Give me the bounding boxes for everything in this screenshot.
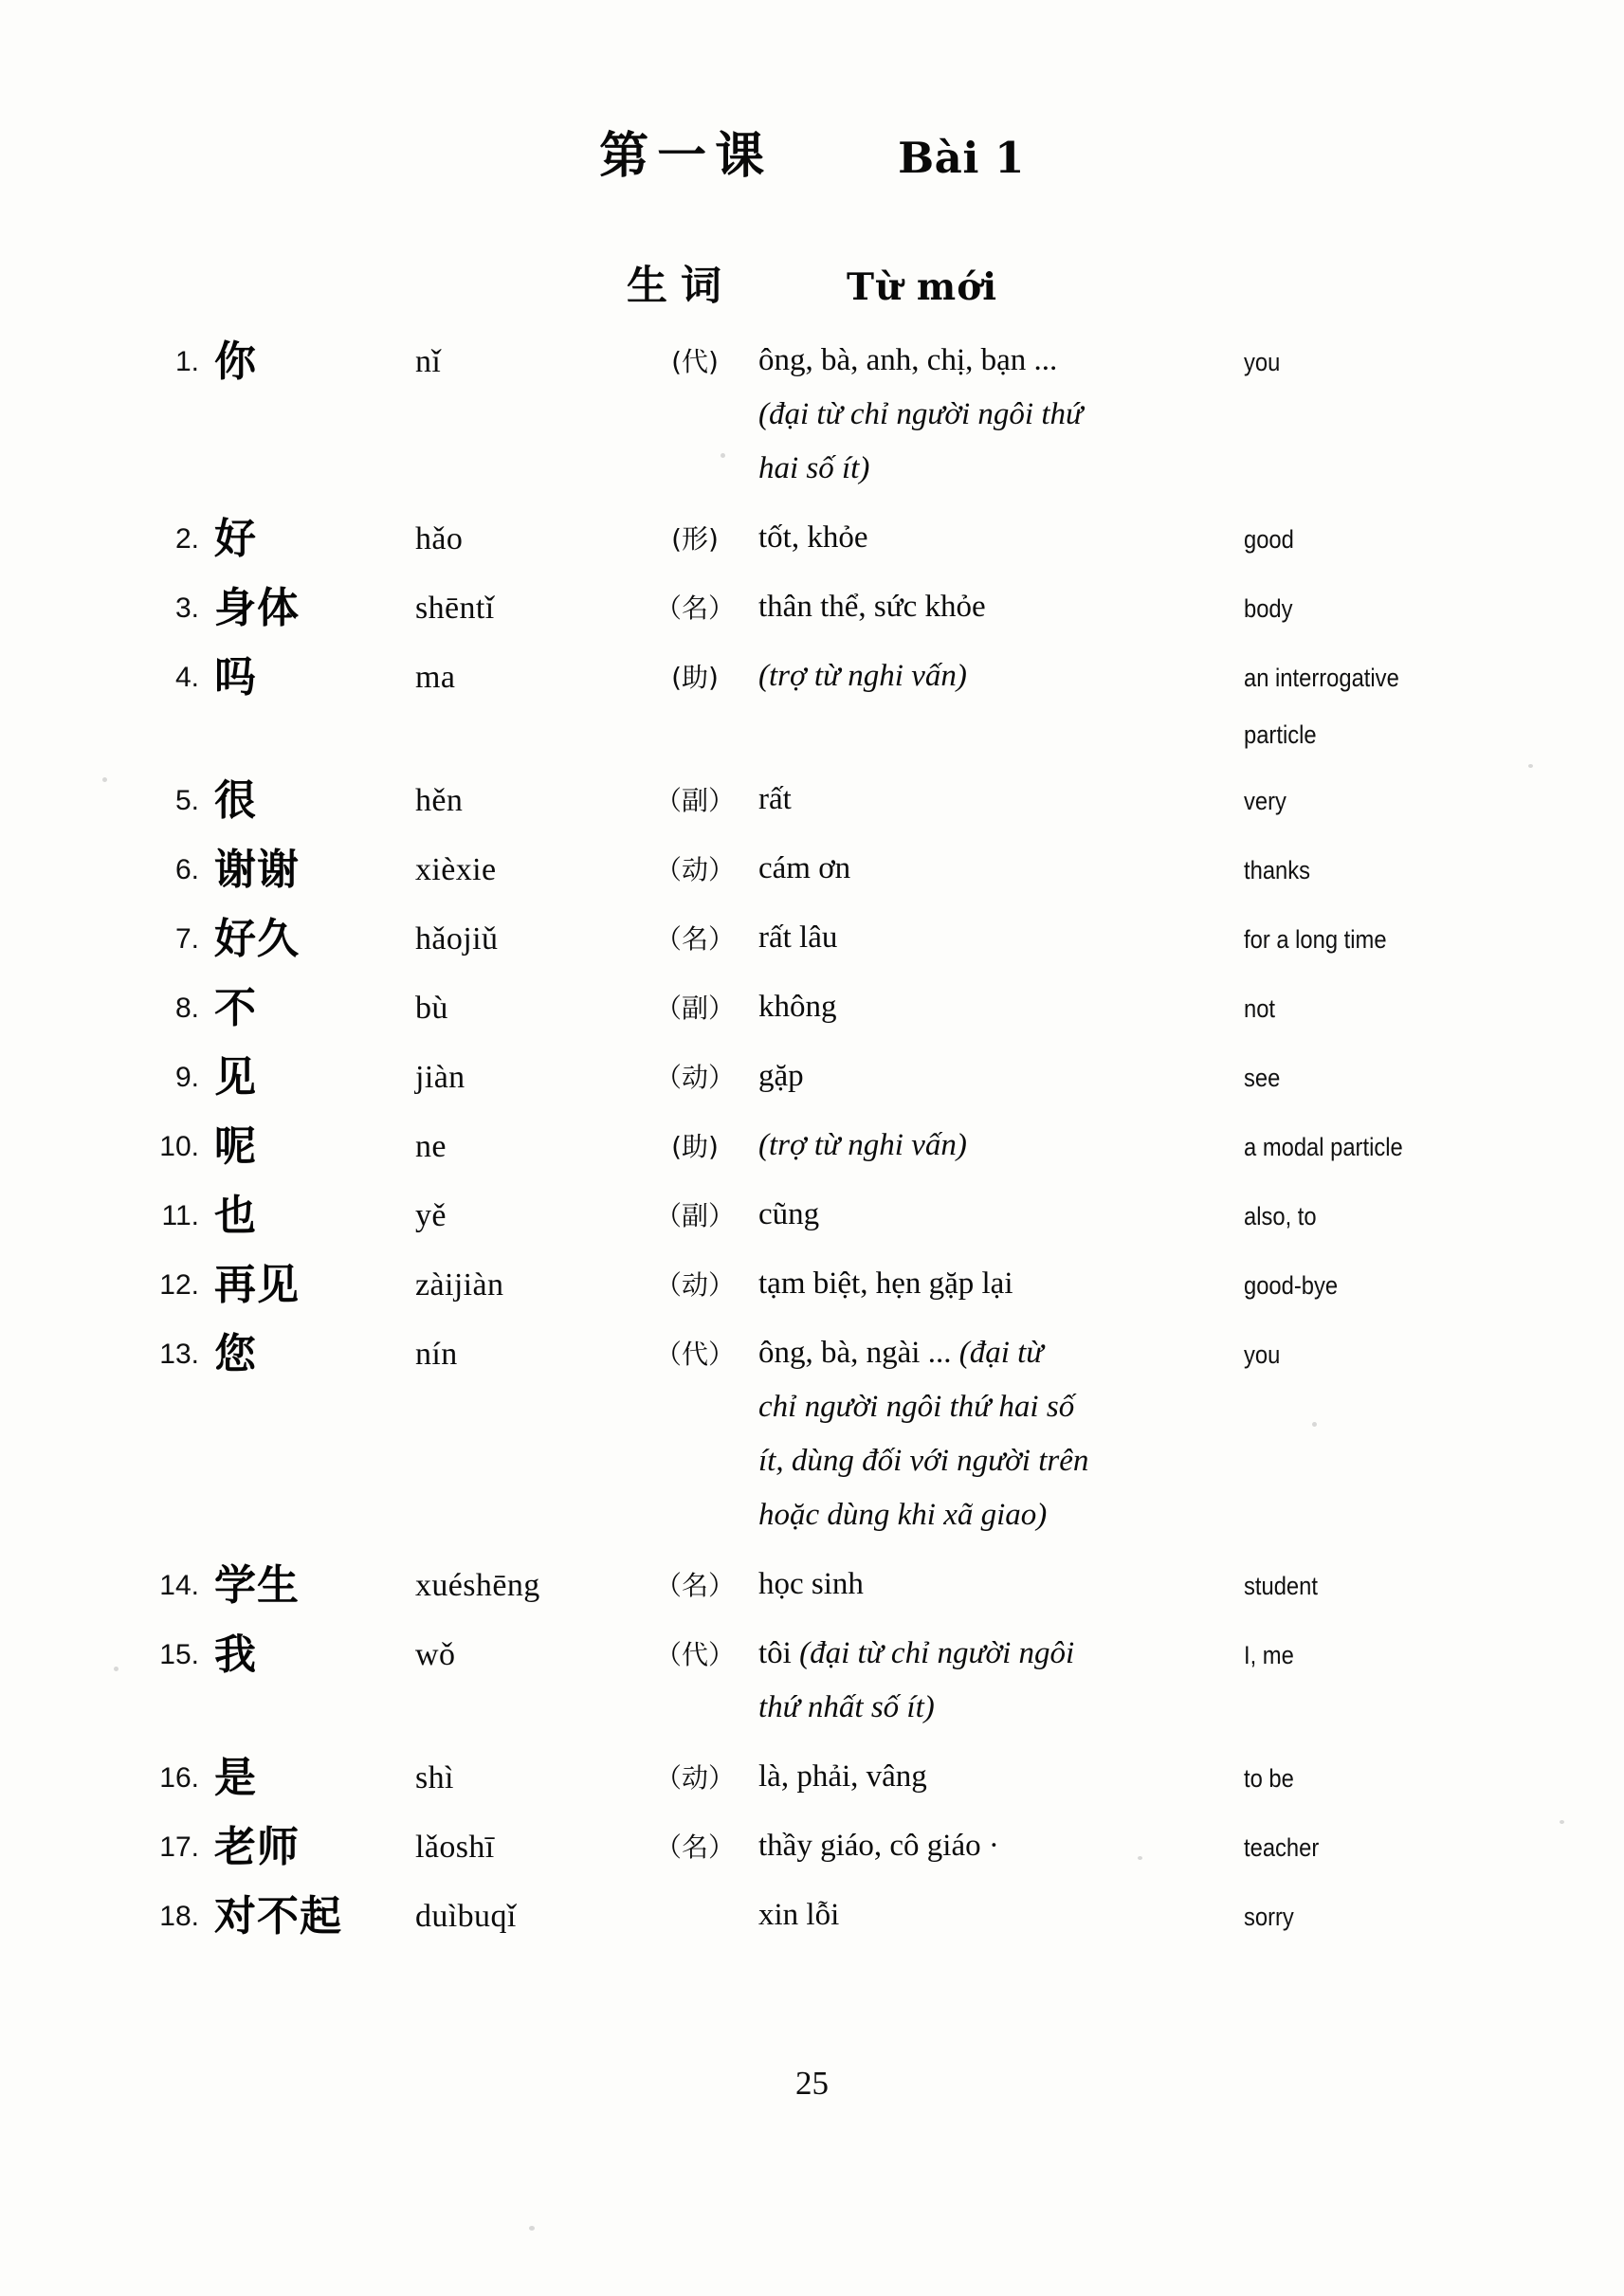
definition-line: hoặc dùng khi xã giao) [758,1498,1048,1532]
vocabulary-entry [0,1888,1624,1958]
definition-line: ít, dùng đối với người trên [758,1444,1089,1478]
entry-pinyin: xièxie [415,852,497,887]
entry-number: 3. [174,592,199,624]
definition-line: (đại từ chỉ người ngôi thứ [758,397,1084,431]
definition-line: tạm biệt, hẹn gặp lại [758,1266,1013,1301]
section-heading-vietnamese: Từ mới [846,265,998,309]
entry-part-of-speech: （副） [654,993,735,1024]
entry-vietnamese-definition [758,1049,1251,1103]
entry-pinyin: hěn [415,783,464,818]
entry-number: 13. [159,1339,199,1370]
entry-english-gloss [1244,1750,1560,1807]
entry-number: 1. [174,346,199,377]
gloss-line: you [1244,348,1281,376]
entry-part-of-speech: （动） [654,1269,735,1301]
entry-part-of-speech: （代） [654,1639,735,1670]
vocabulary-entry [0,842,1624,911]
entry-part-of-speech: （代） [654,1339,735,1370]
definition-line: là, phải, vâng [758,1759,927,1794]
definition-line: (trợ từ nghi vấn) [758,659,967,693]
entry-hanzi: 再见 [214,1261,300,1309]
entry-part-of-speech: (形) [671,523,719,555]
entry-pinyin: nín [415,1337,458,1372]
definition-line: cám ơn [758,851,851,885]
entry-hanzi: 呢 [214,1122,257,1171]
entry-hanzi: 好 [214,515,257,563]
definition-line: rất lâu [758,920,838,955]
entry-pinyin: xuéshēng [415,1568,540,1603]
entry-vietnamese-definition [758,649,1251,703]
entry-pinyin: shì [415,1760,454,1795]
vocabulary-entry [0,773,1624,842]
entry-part-of-speech: （副） [654,1200,735,1231]
definition-line: (trợ từ nghi vấn) [758,1128,967,1162]
definition-line: rất [758,782,792,816]
gloss-line: thanks [1244,856,1311,884]
entry-vietnamese-definition [758,842,1251,896]
definition-line: ông, bà, anh, chị, bạn ... [758,343,1058,377]
entry-english-gloss [1244,1049,1560,1106]
definition-italic-part: (đại từ chỉ người ngôi [799,1636,1075,1670]
entry-part-of-speech: （动） [654,1762,735,1794]
definition-line: hai số ít) [758,451,870,485]
gloss-line: a modal particle [1244,1133,1403,1161]
definition-plain-part: ông, bà, ngài ... [758,1336,959,1370]
entry-number: 15. [159,1639,199,1670]
entry-pinyin: shēntǐ [415,591,495,626]
gloss-line: good [1244,525,1294,554]
gloss-line: particle [1244,720,1317,749]
vocabulary-entry [0,1188,1624,1257]
entry-part-of-speech: （名） [654,592,735,624]
entry-number: 16. [159,1762,199,1794]
entry-hanzi: 身体 [214,584,300,632]
entry-hanzi: 我 [214,1631,257,1679]
entry-english-gloss [1244,1188,1560,1245]
vocabulary-entry [0,649,1624,773]
definition-italic-part: (đại từ [958,1336,1044,1370]
entry-part-of-speech: （副） [654,785,735,816]
entry-vietnamese-definition [758,1326,1251,1542]
vocabulary-entry [0,1119,1624,1188]
entry-hanzi: 也 [214,1192,257,1240]
entry-number: 2. [174,523,199,555]
gloss-line: for a long time [1244,925,1387,954]
entry-pinyin: ne [415,1129,447,1164]
entry-pinyin: jiàn [415,1060,465,1095]
entry-hanzi: 是 [214,1754,257,1802]
entry-vietnamese-definition [758,334,1251,496]
entry-pinyin: duìbuqǐ [415,1899,517,1934]
gloss-line: an interrogative [1244,664,1399,692]
entry-pinyin: ma [415,660,456,695]
scan-speck [1312,1422,1317,1427]
section-heading-chinese: 生词 [626,263,735,310]
gloss-line: to be [1244,1764,1294,1793]
entry-number: 7. [174,923,199,955]
section-heading [0,254,1624,312]
entry-english-gloss [1244,1627,1560,1684]
entry-pinyin: wǒ [415,1637,456,1672]
entry-vietnamese-definition [758,1819,1251,1873]
entry-english-gloss [1244,1558,1560,1614]
entry-english-gloss [1244,334,1560,391]
gloss-line: body [1244,594,1293,623]
entry-number: 18. [159,1901,199,1932]
definition-line: cũng [758,1197,820,1231]
entry-number: 5. [174,785,199,816]
scan-speck [114,1667,119,1671]
entry-vietnamese-definition [758,511,1251,565]
scan-speck [529,2226,535,2231]
entry-pinyin: hǎo [415,521,464,556]
vocabulary-entry [0,1627,1624,1750]
lesson-heading-chinese: 第一课 [599,128,774,185]
entry-hanzi: 您 [214,1330,257,1378]
entry-vietnamese-definition [758,773,1251,827]
entry-vietnamese-definition [758,580,1251,634]
definition-line: tốt, khỏe [758,520,868,555]
entry-number: 10. [159,1131,199,1162]
scan-speck [721,453,725,458]
entry-number: 9. [174,1062,199,1093]
vocabulary-entry [0,1819,1624,1888]
entry-hanzi: 谢谢 [214,846,300,894]
gloss-line: not [1244,994,1276,1023]
entry-vietnamese-definition [758,1888,1251,1942]
entry-vietnamese-definition [758,1558,1251,1612]
entry-hanzi: 很 [214,776,257,825]
entry-english-gloss [1244,1819,1560,1876]
entry-hanzi: 老师 [214,1823,300,1871]
entry-hanzi: 对不起 [214,1892,342,1941]
definition-line [758,1326,1251,1380]
entry-number: 6. [174,854,199,885]
gloss-line: sorry [1244,1903,1294,1931]
entry-english-gloss [1244,980,1560,1037]
entry-english-gloss [1244,511,1560,568]
entry-part-of-speech: （名） [654,923,735,955]
entry-vietnamese-definition [758,1627,1251,1735]
gloss-line: student [1244,1572,1318,1600]
definition-line [758,1627,1251,1681]
entry-part-of-speech: (助) [671,1131,719,1162]
gloss-line: teacher [1244,1833,1320,1862]
entry-part-of-speech: （名） [654,1831,735,1863]
entry-pinyin: hǎojiǔ [415,921,499,957]
entry-english-gloss [1244,580,1560,637]
scan-speck [1138,1856,1142,1860]
entry-number: 17. [159,1831,199,1863]
vocabulary-entry [0,1326,1624,1558]
entry-number: 11. [161,1200,199,1231]
entry-hanzi: 吗 [214,653,257,702]
entry-hanzi: 好久 [214,915,300,963]
definition-line: không [758,990,837,1024]
entry-english-gloss [1244,911,1560,968]
vocabulary-entry [0,1257,1624,1326]
entry-number: 14. [159,1570,199,1601]
definition-line: xin lỗi [758,1898,840,1932]
entry-english-gloss [1244,842,1560,899]
gloss-line: I, me [1244,1641,1294,1669]
definition-line: thầy giáo, cô giáo · [758,1829,999,1863]
entry-number: 4. [174,662,199,693]
gloss-line: good-bye [1244,1271,1339,1300]
lesson-heading-vietnamese: Bài 1 [898,133,1025,183]
gloss-line: see [1244,1064,1281,1092]
vocabulary-entry [0,980,1624,1049]
entry-pinyin: zàijiàn [415,1267,504,1303]
entry-number: 8. [174,993,199,1024]
entry-vietnamese-definition [758,1257,1251,1311]
entry-english-gloss [1244,1119,1560,1175]
definition-line: gặp [758,1059,804,1093]
vocabulary-entry [0,580,1624,649]
entry-pinyin: nǐ [415,344,442,379]
entry-hanzi: 见 [214,1053,257,1102]
entry-part-of-speech: (助) [671,662,719,693]
entry-part-of-speech: （动） [654,1062,735,1093]
entry-english-gloss [1244,1888,1560,1945]
definition-line: học sinh [758,1567,864,1601]
vocabulary-entry [0,911,1624,980]
vocabulary-entry [0,1049,1624,1119]
entry-part-of-speech: （动） [654,854,735,885]
entry-hanzi: 不 [214,984,257,1032]
entry-vietnamese-definition [758,1750,1251,1804]
gloss-line: you [1244,1340,1281,1369]
entry-vietnamese-definition [758,911,1251,965]
scan-speck [1528,764,1533,768]
entry-part-of-speech: (代) [671,346,719,377]
vocabulary-entry [0,1558,1624,1627]
entry-vietnamese-definition [758,1119,1251,1173]
entry-number: 12. [159,1269,199,1301]
definition-line: chỉ người ngôi thứ hai số [758,1390,1075,1424]
entry-hanzi: 学生 [214,1561,300,1610]
entry-english-gloss [1244,1326,1560,1383]
entry-english-gloss [1244,649,1560,763]
lesson-heading [0,116,1624,187]
entry-english-gloss [1244,1257,1560,1314]
definition-plain-part: tôi [758,1636,800,1670]
vocabulary-entry [0,334,1624,511]
entry-pinyin: lǎoshī [415,1830,495,1865]
entry-pinyin: bù [415,991,448,1026]
entry-vietnamese-definition [758,980,1251,1034]
vocabulary-entry [0,1750,1624,1819]
entry-pinyin: yě [415,1198,447,1233]
definition-line: thứ nhất số ít) [758,1690,935,1724]
scan-speck [102,777,107,782]
page-number: 25 [795,2065,829,2102]
gloss-line: also, to [1244,1202,1317,1230]
gloss-line: very [1244,787,1286,815]
entry-hanzi: 你 [214,337,257,386]
vocabulary-entry [0,511,1624,580]
entry-english-gloss [1244,773,1560,829]
scan-speck [1560,1820,1564,1824]
vocabulary-list [0,334,1624,1958]
entry-part-of-speech: （名） [654,1570,735,1601]
definition-line: thân thể, sức khỏe [758,590,986,624]
entry-vietnamese-definition [758,1188,1251,1242]
